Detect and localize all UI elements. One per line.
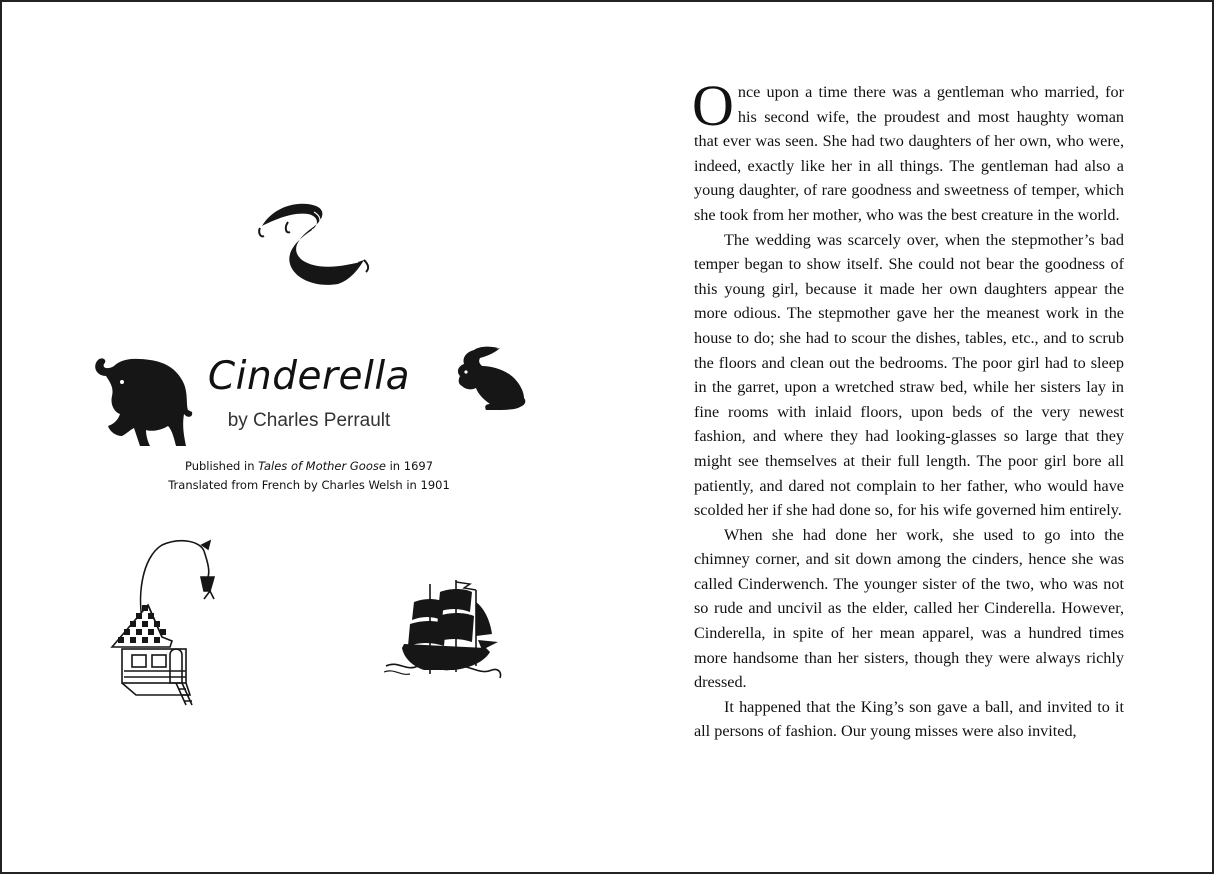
paragraph-3: When she had done her work, she used to go into the chimney corner, and sit down among the cinders, hence she was called Cinderwench. The younger sister of the two, who was not so rude and uncivil as the elder, called her Cinderella. However, Cinderella, in spite of her mean apparel, was a hundred times more handsome than her sisters, though they were always richly dressed. bbox=[694, 525, 1124, 692]
paragraph-2: The wedding was scarcely over, when the stepmother’s bad temper began to show itself. She could not bear the goodness of this young girl, because it made her own daughters appear the more odious. The stepmother gave her the meanest work in the house to do; she had to scour the dishes, tables, etc., and to scrub the floors and clean out the bedrooms. The poor girl had to sleep in the garret, upon a wretched straw bed, while her sisters lay in fine rooms with inlaid floors, upon beds of the very newest fashion, and where they had looking-glasses so large that they might see themselves at their full length. The poor girl bore all patiently, and dared not complain to her father, who would have scolded her if she had done so, for his wife governed him entirely. bbox=[694, 230, 1124, 520]
published-prefix: Published in bbox=[184, 459, 255, 473]
publication-info bbox=[2, 457, 616, 495]
translation-line: Translated from French by Charles Welsh in 1901 bbox=[168, 478, 450, 492]
paragraph-1 bbox=[692, 73, 1124, 228]
paragraph-1-text: nce upon a time there was a gentleman who married, for his second wife, the proudest and most haughty woman that ever was seen. She had two daughters of her own, who were, indeed, exactly like her in all things. The gentleman had also a young daughter, of rare goodness and sweetness of temper, which she took from her mother, who was the best creature in the world. bbox=[694, 83, 1124, 224]
treehouse-drawing-icon bbox=[106, 537, 228, 709]
published-line bbox=[2, 457, 616, 476]
published-year: in 1697 bbox=[389, 459, 434, 473]
paragraph-4: It happened that the King’s son gave a ball, and invited to it all persons of fashion. Our young misses were also invited, bbox=[694, 697, 1124, 741]
sailing-ship-silhouette-icon bbox=[384, 578, 508, 688]
drop-cap: O bbox=[692, 73, 734, 138]
story-page bbox=[609, 2, 1212, 872]
published-book-title: Tales of Mother Goose bbox=[258, 459, 386, 473]
author-byline: by Charles Perrault bbox=[227, 410, 391, 431]
story-text bbox=[692, 73, 1124, 744]
book-title: Cinderella bbox=[207, 354, 411, 399]
scroll-ribbon-icon bbox=[254, 198, 374, 288]
title-page bbox=[2, 2, 609, 872]
